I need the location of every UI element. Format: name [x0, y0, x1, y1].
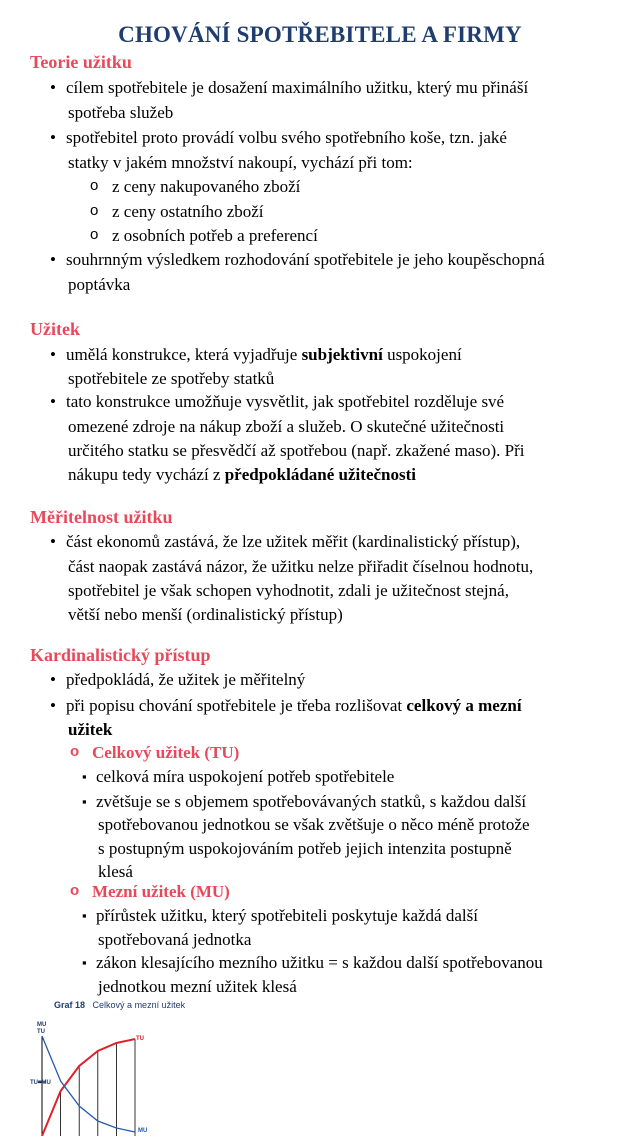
heading-meritelnost: Měřitelnost užitku — [30, 507, 173, 527]
bullet-text: • souhrnným výsledkem rozhodování spotřebitele je jeho koupěschopná — [66, 248, 545, 271]
bullet-text: • část ekonomů zastává, že lze užitek měřit (kardinalistický přístup), — [66, 530, 520, 553]
sub-bullet: o z ceny ostatního zboží — [112, 200, 264, 223]
sub-sub-bullet: ▪ zákon klesajícího mezního užitku = s každou další spotřebovanou — [96, 951, 543, 974]
bullet-text: • při popisu chování spotřebitele je třeba rozlišovat celkový a mezní — [66, 694, 522, 717]
sub-sub-bullet-cont: spotřebovaná jednotka — [98, 930, 252, 949]
subheading-tu: o Celkový užitek (TU) — [92, 741, 239, 764]
bullet-text-cont: část naopak zastává názor, že užitku nelze přiřadit číselnou hodnotu, — [68, 557, 534, 576]
chart-caption: Graf 18 Celkový a mezní užitek — [54, 1000, 186, 1010]
tick-label-tu-mu: TU=MU — [30, 1080, 51, 1086]
bullet-text-cont: určitého statku se přesvědčí až spotřebou (např. zkažené maso). Při — [68, 441, 525, 460]
sub-bullet: o z osobních potřeb a preferencí — [112, 224, 318, 247]
mu-series-label: MU — [138, 1128, 148, 1134]
tu-curve — [42, 1039, 135, 1136]
subheading-mu: o Mezní užitek (MU) — [92, 880, 230, 903]
sub-sub-bullet-cont: jednotkou mezní užitek klesá — [98, 977, 297, 996]
bullet-text: • umělá konstrukce, která vyjadřuje subjektivní uspokojení — [66, 343, 462, 366]
bullet-text-cont: poptávka — [68, 275, 131, 294]
tu-series-label: TU — [136, 1036, 144, 1042]
heading-uzitek: Užitek — [30, 319, 80, 339]
sub-sub-bullet-cont: s postupným uspokojováním potřeb jejich intenzita postupně — [98, 839, 512, 858]
bullet-text: • předpokládá, že užitek je měřitelný — [66, 668, 305, 691]
bullet-text-cont: omezené zdroje na nákup zboží a služeb. O skutečné užitečnosti — [68, 417, 505, 436]
page-title: CHOVÁNÍ SPOTŘEBITELE A FIRMY — [118, 22, 522, 47]
utility-chart — [0, 1000, 640, 1136]
sub-sub-bullet: ▪ celková míra uspokojení potřeb spotřebitele — [96, 765, 394, 788]
heading-kardinalisticky: Kardinalistický přístup — [30, 645, 211, 665]
sub-sub-bullet-cont: spotřebovanou jednotkou se však zvětšuje o něco méně protože — [98, 815, 530, 834]
sub-sub-bullet: ▪ zvětšuje se s objemem spotřebovávaných statků, s každou další — [96, 790, 526, 813]
bullet-text: • cílem spotřebitele je dosažení maximálního užitku, který mu přináší — [66, 76, 528, 99]
bullet-text-cont: spotřeba služeb — [68, 103, 174, 122]
bullet-text: • spotřebitel proto provádí volbu svého spotřebního koše, tzn. jaké — [66, 126, 507, 149]
sub-sub-bullet: ▪ přírůstek užitku, který spotřebiteli poskytuje každá další — [96, 904, 478, 927]
sub-sub-bullet-cont: klesá — [98, 862, 133, 881]
bullet-text-cont: statky v jakém množství nakoupí, vychází při tom: — [68, 153, 413, 172]
bullet-text-cont: spotřebitele ze spotřeby statků — [68, 369, 275, 388]
sub-bullet: o z ceny nakupovaného zboží — [112, 175, 300, 198]
bullet-text: • tato konstrukce umožňuje vysvětlit, jak spotřebitel rozděluje své — [66, 390, 504, 413]
y-label-mu: MU — [37, 1022, 47, 1028]
mu-curve — [42, 1036, 135, 1132]
bullet-text-cont: nákupu tedy vychází z předpokládané užitečnosti — [68, 465, 416, 484]
y-label-tu: TU — [37, 1029, 45, 1035]
bullet-text-cont: spotřebitel je však schopen vyhodnotit, zdali je užitečnost stejná, — [68, 581, 509, 600]
heading-teorie-uzitku: Teorie užitku — [30, 52, 132, 72]
bullet-text-cont: užitek — [68, 720, 113, 739]
bullet-text-cont: větší nebo menší (ordinalistický přístup) — [68, 605, 343, 624]
